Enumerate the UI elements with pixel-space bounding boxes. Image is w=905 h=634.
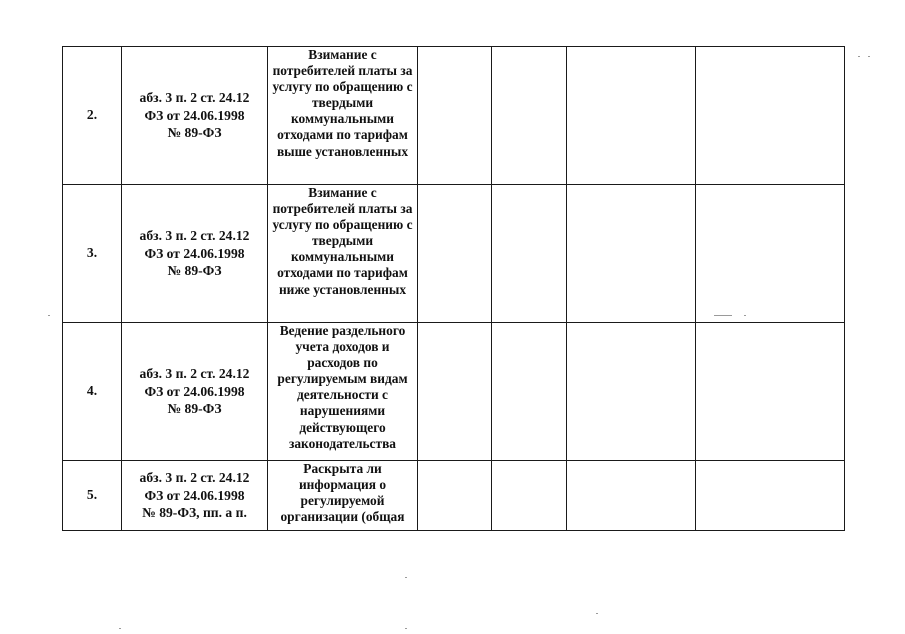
- requirement-description: Взимание с потребителей платы за услугу по обращению с твердыми коммунальными отходами по тарифам выше установленных: [268, 47, 418, 185]
- row-number: 3.: [63, 185, 122, 323]
- empty-cell: [567, 461, 696, 531]
- scan-speck: [119, 628, 121, 629]
- empty-cell: [492, 461, 567, 531]
- legal-reference-line: абз. 3 п. 2 ст. 24.12: [139, 366, 250, 382]
- legal-reference: [122, 323, 268, 461]
- scan-speck: [744, 315, 746, 316]
- legal-reference: [122, 47, 268, 185]
- empty-cell: [696, 47, 845, 185]
- empty-cell: [567, 323, 696, 461]
- row-number: 2.: [63, 47, 122, 185]
- legal-reference-line: ФЗ от 24.06.1998: [144, 487, 245, 503]
- table-row: [63, 461, 845, 531]
- empty-cell: [567, 47, 696, 185]
- legal-reference-line: ФЗ от 24.06.1998: [144, 383, 245, 399]
- checklist-table: [62, 46, 845, 531]
- scan-speck: [405, 628, 407, 629]
- scan-speck: [858, 56, 860, 57]
- table-row: [63, 323, 845, 461]
- empty-cell: [492, 47, 567, 185]
- requirement-description: Взимание с потребителей платы за услугу по обращению с твердыми коммунальными отходами по тарифам ниже установленных: [268, 185, 418, 323]
- legal-reference-line: № 89-ФЗ: [167, 401, 222, 417]
- scan-speck: [596, 613, 598, 614]
- legal-reference-line: абз. 3 п. 2 ст. 24.12: [139, 228, 250, 244]
- table-row: [63, 185, 845, 323]
- row-number: 4.: [63, 323, 122, 461]
- scan-speck: [714, 315, 732, 316]
- empty-cell: [418, 185, 492, 323]
- scan-speck: [48, 315, 50, 316]
- empty-cell: [492, 323, 567, 461]
- empty-cell: [418, 461, 492, 531]
- legal-reference-line: № 89-ФЗ: [167, 125, 222, 141]
- legal-reference: [122, 185, 268, 323]
- empty-cell: [418, 47, 492, 185]
- requirement-description: Ведение раздельного учета доходов и расходов по регулируемым видам деятельности с нарушениями действующего законодательства: [268, 323, 418, 461]
- empty-cell: [418, 323, 492, 461]
- empty-cell: [696, 323, 845, 461]
- scan-speck: [405, 577, 407, 578]
- row-number: 5.: [63, 461, 122, 531]
- legal-reference-line: абз. 3 п. 2 ст. 24.12: [139, 470, 250, 486]
- empty-cell: [567, 185, 696, 323]
- legal-reference-line: ФЗ от 24.06.1998: [144, 245, 245, 261]
- legal-reference-line: ФЗ от 24.06.1998: [144, 107, 245, 123]
- empty-cell: [696, 461, 845, 531]
- scan-speck: [868, 56, 870, 57]
- empty-cell: [492, 185, 567, 323]
- empty-cell: [696, 185, 845, 323]
- legal-reference-line: № 89-ФЗ: [167, 263, 222, 279]
- table-row: [63, 47, 845, 185]
- requirement-description: Раскрыта ли информация о регулируемой организации (общая: [268, 461, 418, 531]
- legal-reference-line: абз. 3 п. 2 ст. 24.12: [139, 90, 250, 106]
- legal-reference: [122, 461, 268, 531]
- legal-reference-line: № 89-ФЗ, пп. а п.: [142, 505, 247, 521]
